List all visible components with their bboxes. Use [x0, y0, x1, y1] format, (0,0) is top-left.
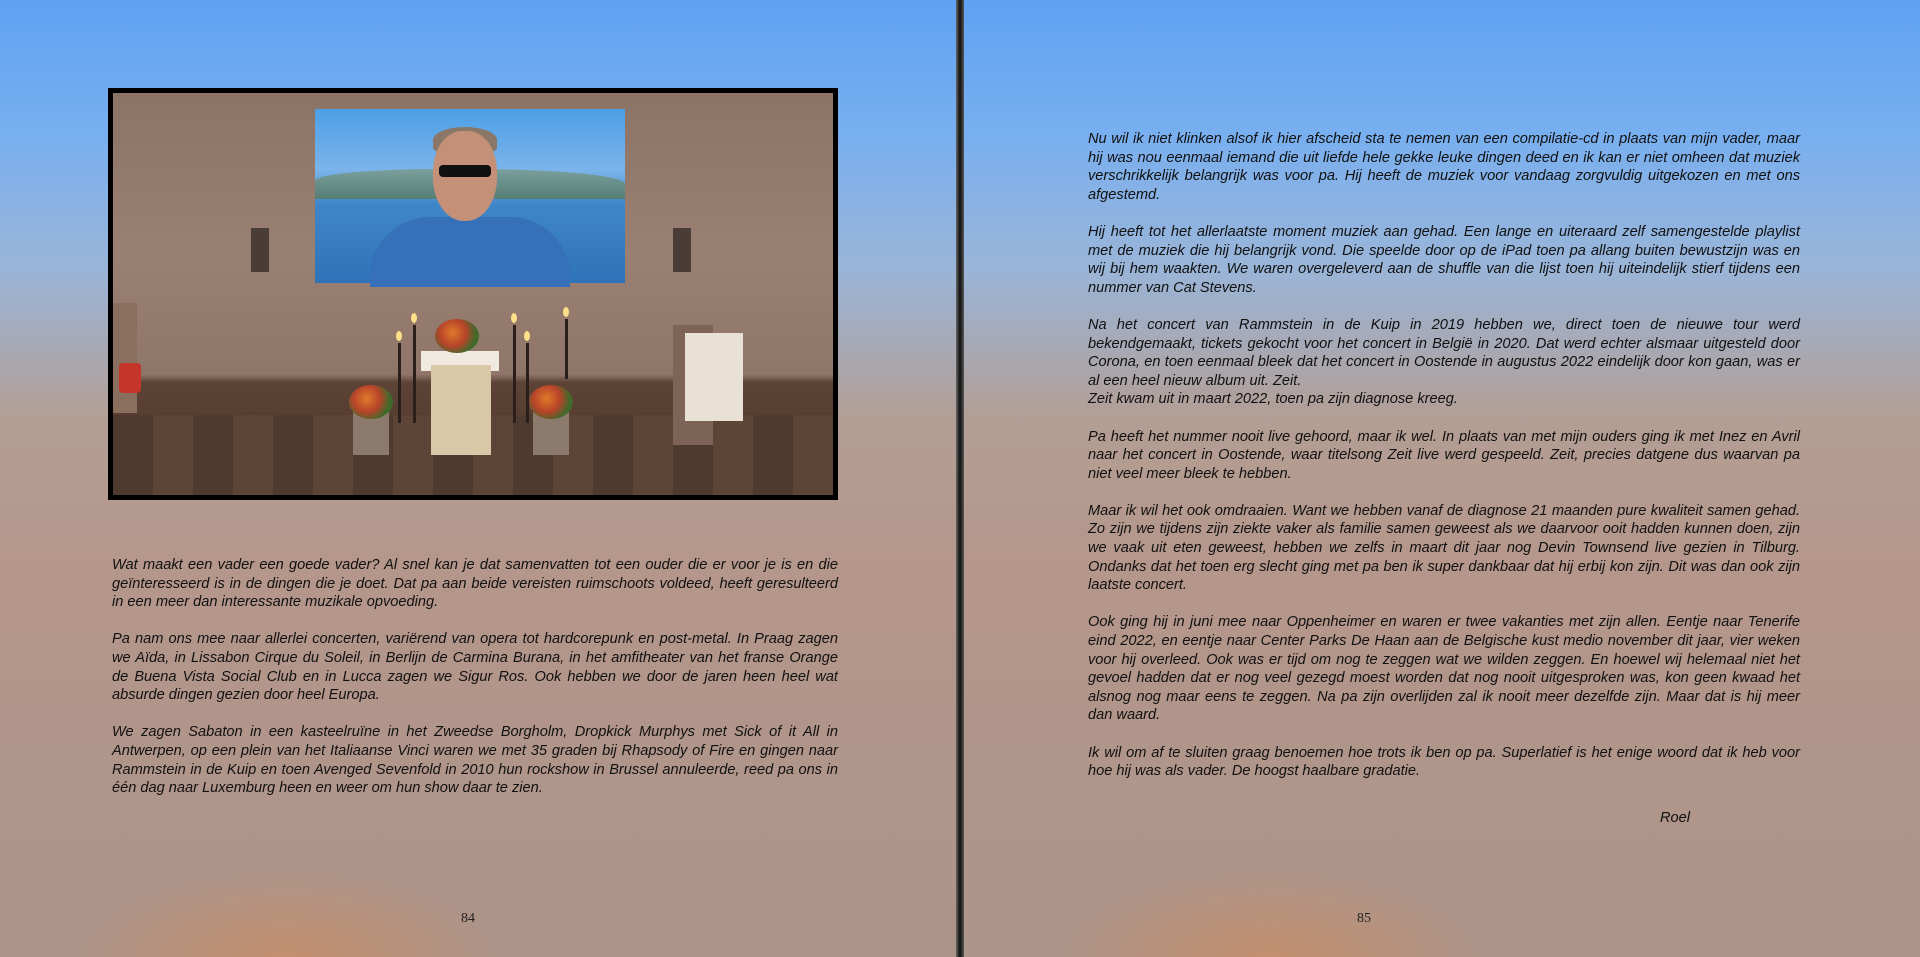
sunglasses — [439, 165, 491, 177]
candle-flame — [411, 313, 417, 323]
paragraph: Na het concert van Rammstein in de Kuip in 2019 hebben we, direct toen de nieuwe tour werd bekendgemaakt, tickets gekocht voor het concert in België in 2020. Dat werd echter alsmaar uitgesteld door Corona, en toen eenmaal bleek dat het concert in Oostende in augustus 2022 eindelijk door kon gaan, was er al een heel nieuw album uit. Zeit. — [1088, 316, 1800, 389]
book-spine — [956, 0, 964, 957]
coffin-flowers — [435, 319, 479, 353]
left-speaker — [251, 228, 269, 272]
paragraph: Nu wil ik niet klinken alsof ik hier afscheid sta te nemen van een compilatie-cd in plaats van mijn vader, maar hij was nou eenmaal iemand die uit liefde hele gekke leuke dingen deed en ik kan er niet omheen dat muziek verschrikkelijk belangrijk was voor pa. Hij heeft de muziek voor vandaag zorgvuldig uitgekozen en met ons afgestemd. — [1088, 131, 1800, 203]
paragraph: Zeit kwam uit in maart 2022, toen pa zijn diagnose kreeg. — [1088, 391, 1458, 408]
candle-stand — [513, 325, 516, 423]
left-flower-arrangement — [349, 385, 393, 419]
right-flower-arrangement — [529, 385, 573, 419]
left-page — [0, 0, 956, 957]
right-speaker — [673, 228, 691, 272]
paragraph: We zagen Sabaton in een kasteelruïne in het Zweedse Borgholm, Dropkick Murphys met Sick of it All in Antwerpen, op een plein van het Italiaanse Vinci waren we met 35 graden bij Rhapsody of Fire en gingen naar Rammstein in de Kuip en toen Avenged Sevenfold in 2010 hun rockshow in Brussel annuleerde, reed pa ons in één dag naar Luxemburg heen en weer om hun show daar te zien. — [112, 724, 838, 797]
person-shirt — [370, 217, 570, 287]
candle-stand — [565, 319, 568, 379]
paragraph: Wat maakt een vader een goede vader? Al snel kan je dat samenvatten tot een ouder die er voor je is en die geïnteresseerd is in de dingen die je doet. Dat pa aan beide vereisten ruimschoots voldeed, heeft geresulteerd in een meer dan interessante muzikale opvoeding. — [112, 557, 838, 611]
paragraph: Ook ging hij in juni mee naar Oppenheimer en waren er twee vakanties met zijn allen. Eentje naar Tenerife eind 2022, en eentje naar Center Parks De Haan aan de Belgische kust medio november dit jaar, vier weken voor hij overleed. Ook was er tijd om nog te zeggen wat we wilden zeggen. En hoewel wij helemaal niet het gevoel hadden dat er nog veel gezegd moest worden dat nog nooit uitgesproken was, kon geen kwaad het alsnog nog maar eens te zeggen. Na pa zijn overlijden zal ik nooit meer dezelfde zijn. Maar dat is hij meer dan waard. — [1088, 614, 1800, 724]
page-number: 85 — [1357, 911, 1371, 926]
projection-screen — [315, 109, 625, 283]
paragraph: Maar ik wil het ook omdraaien. Want we hebben vanaf de diagnose 21 maanden pure kwaliteit samen gehad. Zo zijn we tijdens zijn ziekte vaker als familie samen geweest als we daarvoor ooit hadden kunnen doen, zijn we vaak uit eten geweest, hebben we zelfs in maart dit jaar nog Devin Townsend live gezien in Tilburg. Ondanks dat het toen erg slecht ging met pa ben ik super dankbaar dat hij erbij kon zijn. Dit was dan ook zijn laatste concert. — [1088, 502, 1800, 594]
candle-flame — [511, 313, 517, 323]
right-page-text — [1088, 130, 1800, 799]
red-bag — [119, 363, 141, 393]
page-number: 84 — [461, 911, 475, 926]
candle-flame — [563, 307, 569, 317]
paragraph: Pa heeft het nummer nooit live gehoord, maar ik wel. In plaats van met mijn ouders ging ik met Inez en Avril naar het concert in Oostende, waar titelsong Zeit live werd gespeeld. Zeit, precies datgene dus waarvan pa niet veel meer bleek te hebben. — [1088, 428, 1800, 482]
memorial-photo — [108, 88, 838, 500]
left-wall-panel — [113, 303, 137, 413]
candle-stand — [398, 343, 401, 423]
candle-flame — [396, 331, 402, 341]
signature: Roel — [1659, 810, 1690, 826]
right-page — [964, 0, 1920, 957]
photo-scene — [113, 93, 833, 495]
lectern — [685, 333, 743, 421]
left-page-text — [112, 556, 838, 816]
candle-flame — [524, 331, 530, 341]
candle-stand — [526, 343, 529, 423]
coffin — [431, 365, 491, 455]
paragraph: Ik wil om af te sluiten graag benoemen hoe trots ik ben op pa. Superlatief is het enige woord dat ik heb voor hoe hij was als vader. De hoogst haalbare gradatie. — [1088, 744, 1800, 780]
paragraph: Hij heeft tot het allerlaatste moment muziek aan gehad. Een lange en uiteraard zelf samengestelde playlist met de muziek die hij belangrijk vond. Die speelde door op de iPad toen pa allang buiten bewustzijn was en wij bij hem waakten. We waren overgeleverd aan de shuffle van die lijst toen hij uiteindelijk stierf tijdens een nummer van Cat Stevens. — [1088, 223, 1800, 296]
candle-stand — [413, 325, 416, 423]
paragraph: Pa nam ons mee naar allerlei concerten, variërend van opera tot hardcorepunk en post-metal. In Praag zagen we Aïda, in Lissabon Cirque du Soleil, in Berlijn de Carmina Burana, in het amfitheater van het franse Orange de Buena Vista Social Club en in Lucca zagen we Sigur Ros. Ook hebben we door de jaren heen heel wat absurde dingen gezien door heel Europa. — [112, 631, 838, 704]
